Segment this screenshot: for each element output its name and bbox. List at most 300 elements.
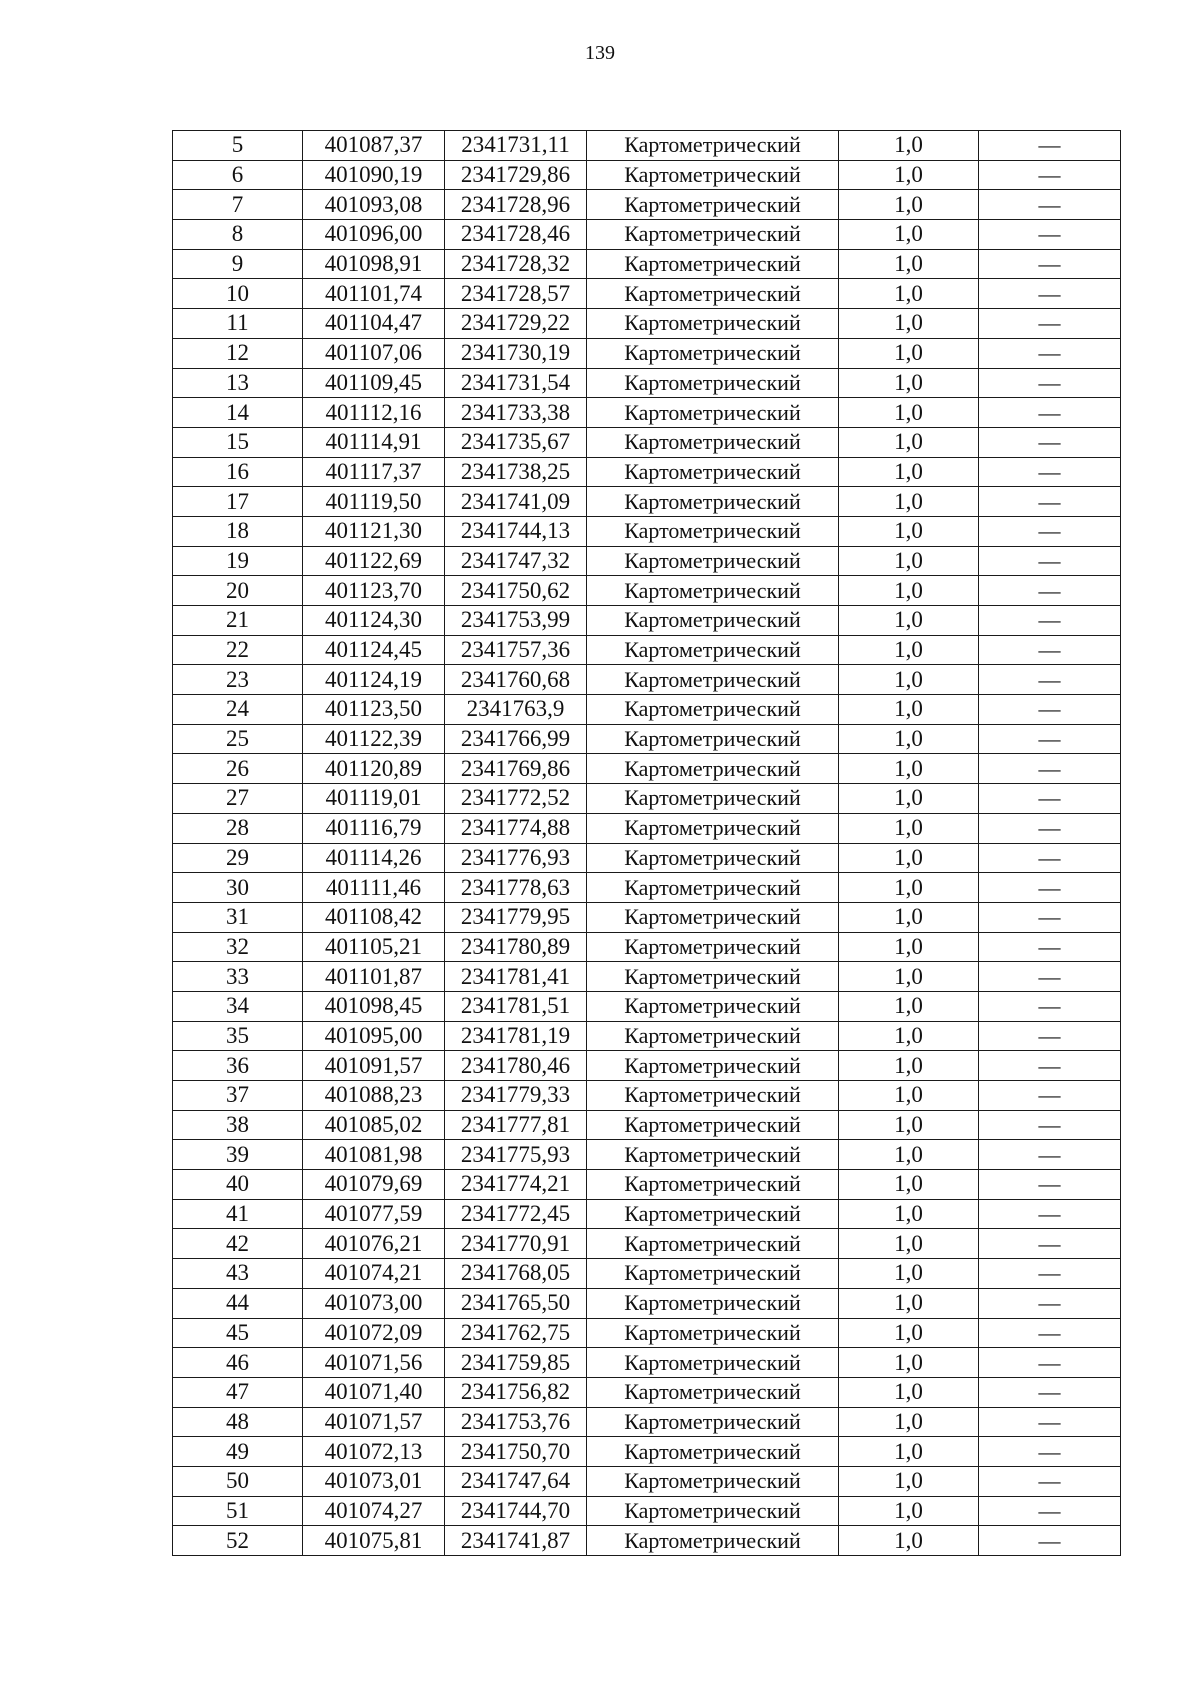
accuracy-cell: 1,0 [839, 1170, 979, 1200]
point-number-cell: 7 [173, 190, 303, 220]
method-cell: Картометрический [587, 131, 839, 161]
y-coordinate-cell: 2341778,63 [445, 873, 587, 903]
point-number-cell: 35 [173, 1021, 303, 1051]
x-coordinate-cell: 401076,21 [303, 1229, 445, 1259]
accuracy-cell: 1,0 [839, 487, 979, 517]
point-number-cell: 51 [173, 1496, 303, 1526]
x-coordinate-cell: 401119,01 [303, 784, 445, 814]
note-cell: — [979, 784, 1121, 814]
y-coordinate-cell: 2341765,50 [445, 1288, 587, 1318]
method-cell: Картометрический [587, 546, 839, 576]
note-cell: — [979, 1081, 1121, 1111]
accuracy-cell: 1,0 [839, 457, 979, 487]
x-coordinate-cell: 401074,21 [303, 1259, 445, 1289]
point-number-cell: 44 [173, 1288, 303, 1318]
note-cell: — [979, 962, 1121, 992]
point-number-cell: 49 [173, 1437, 303, 1467]
point-number-cell: 14 [173, 398, 303, 428]
note-cell: — [979, 131, 1121, 161]
accuracy-cell: 1,0 [839, 1110, 979, 1140]
note-cell: — [979, 160, 1121, 190]
table-row [173, 516, 1121, 546]
method-cell: Картометрический [587, 220, 839, 250]
x-coordinate-cell: 401088,23 [303, 1081, 445, 1111]
x-coordinate-cell: 401105,21 [303, 932, 445, 962]
x-coordinate-cell: 401098,45 [303, 991, 445, 1021]
note-cell: — [979, 1407, 1121, 1437]
y-coordinate-cell: 2341779,95 [445, 902, 587, 932]
method-cell: Картометрический [587, 279, 839, 309]
accuracy-cell: 1,0 [839, 784, 979, 814]
point-number-cell: 11 [173, 309, 303, 339]
y-coordinate-cell: 2341744,13 [445, 516, 587, 546]
x-coordinate-cell: 401098,91 [303, 249, 445, 279]
point-number-cell: 46 [173, 1348, 303, 1378]
y-coordinate-cell: 2341753,76 [445, 1407, 587, 1437]
table-row [173, 249, 1121, 279]
method-cell: Картометрический [587, 873, 839, 903]
note-cell: — [979, 1021, 1121, 1051]
method-cell: Картометрический [587, 932, 839, 962]
method-cell: Картометрический [587, 635, 839, 665]
x-coordinate-cell: 401079,69 [303, 1170, 445, 1200]
table-row [173, 635, 1121, 665]
table-row [173, 1407, 1121, 1437]
method-cell: Картометрический [587, 1466, 839, 1496]
method-cell: Картометрический [587, 398, 839, 428]
x-coordinate-cell: 401120,89 [303, 754, 445, 784]
accuracy-cell: 1,0 [839, 606, 979, 636]
y-coordinate-cell: 2341756,82 [445, 1377, 587, 1407]
y-coordinate-cell: 2341769,86 [445, 754, 587, 784]
y-coordinate-cell: 2341763,9 [445, 695, 587, 725]
method-cell: Картометрический [587, 1318, 839, 1348]
x-coordinate-cell: 401077,59 [303, 1199, 445, 1229]
method-cell: Картометрический [587, 457, 839, 487]
x-coordinate-cell: 401108,42 [303, 902, 445, 932]
note-cell: — [979, 1377, 1121, 1407]
accuracy-cell: 1,0 [839, 843, 979, 873]
x-coordinate-cell: 401073,01 [303, 1466, 445, 1496]
method-cell: Картометрический [587, 1170, 839, 1200]
table-row [173, 1526, 1121, 1556]
accuracy-cell: 1,0 [839, 1466, 979, 1496]
accuracy-cell: 1,0 [839, 516, 979, 546]
point-number-cell: 23 [173, 665, 303, 695]
accuracy-cell: 1,0 [839, 665, 979, 695]
table-row [173, 1259, 1121, 1289]
table-row [173, 932, 1121, 962]
method-cell: Картометрический [587, 1081, 839, 1111]
point-number-cell: 5 [173, 131, 303, 161]
note-cell: — [979, 427, 1121, 457]
table-row [173, 1229, 1121, 1259]
point-number-cell: 47 [173, 1377, 303, 1407]
point-number-cell: 22 [173, 635, 303, 665]
y-coordinate-cell: 2341731,11 [445, 131, 587, 161]
accuracy-cell: 1,0 [839, 1199, 979, 1229]
accuracy-cell: 1,0 [839, 1377, 979, 1407]
method-cell: Картометрический [587, 1021, 839, 1051]
accuracy-cell: 1,0 [839, 754, 979, 784]
note-cell: — [979, 1466, 1121, 1496]
table-row [173, 962, 1121, 992]
y-coordinate-cell: 2341747,32 [445, 546, 587, 576]
method-cell: Картометрический [587, 1288, 839, 1318]
note-cell: — [979, 190, 1121, 220]
method-cell: Картометрический [587, 606, 839, 636]
method-cell: Картометрический [587, 1051, 839, 1081]
y-coordinate-cell: 2341780,89 [445, 932, 587, 962]
table-row [173, 427, 1121, 457]
x-coordinate-cell: 401071,56 [303, 1348, 445, 1378]
accuracy-cell: 1,0 [839, 279, 979, 309]
point-number-cell: 20 [173, 576, 303, 606]
point-number-cell: 6 [173, 160, 303, 190]
y-coordinate-cell: 2341728,46 [445, 220, 587, 250]
x-coordinate-cell: 401096,00 [303, 220, 445, 250]
point-number-cell: 8 [173, 220, 303, 250]
y-coordinate-cell: 2341768,05 [445, 1259, 587, 1289]
x-coordinate-cell: 401072,09 [303, 1318, 445, 1348]
x-coordinate-cell: 401085,02 [303, 1110, 445, 1140]
accuracy-cell: 1,0 [839, 813, 979, 843]
y-coordinate-cell: 2341759,85 [445, 1348, 587, 1378]
method-cell: Картометрический [587, 427, 839, 457]
point-number-cell: 32 [173, 932, 303, 962]
point-number-cell: 42 [173, 1229, 303, 1259]
y-coordinate-cell: 2341760,68 [445, 665, 587, 695]
note-cell: — [979, 902, 1121, 932]
point-number-cell: 21 [173, 606, 303, 636]
method-cell: Картометрический [587, 1229, 839, 1259]
x-coordinate-cell: 401093,08 [303, 190, 445, 220]
method-cell: Картометрический [587, 309, 839, 339]
table-row [173, 843, 1121, 873]
table-row [173, 398, 1121, 428]
point-number-cell: 25 [173, 724, 303, 754]
point-number-cell: 16 [173, 457, 303, 487]
x-coordinate-cell: 401122,39 [303, 724, 445, 754]
point-number-cell: 12 [173, 338, 303, 368]
note-cell: — [979, 279, 1121, 309]
note-cell: — [979, 487, 1121, 517]
method-cell: Картометрический [587, 1199, 839, 1229]
y-coordinate-cell: 2341776,93 [445, 843, 587, 873]
y-coordinate-cell: 2341741,87 [445, 1526, 587, 1556]
y-coordinate-cell: 2341750,62 [445, 576, 587, 606]
method-cell: Картометрический [587, 249, 839, 279]
note-cell: — [979, 1496, 1121, 1526]
x-coordinate-cell: 401122,69 [303, 546, 445, 576]
accuracy-cell: 1,0 [839, 1437, 979, 1467]
accuracy-cell: 1,0 [839, 190, 979, 220]
note-cell: — [979, 516, 1121, 546]
method-cell: Картометрический [587, 338, 839, 368]
point-number-cell: 17 [173, 487, 303, 517]
method-cell: Картометрический [587, 813, 839, 843]
accuracy-cell: 1,0 [839, 309, 979, 339]
x-coordinate-cell: 401101,74 [303, 279, 445, 309]
x-coordinate-cell: 401090,19 [303, 160, 445, 190]
x-coordinate-cell: 401124,30 [303, 606, 445, 636]
table-row [173, 190, 1121, 220]
x-coordinate-cell: 401095,00 [303, 1021, 445, 1051]
table-row [173, 784, 1121, 814]
y-coordinate-cell: 2341772,52 [445, 784, 587, 814]
x-coordinate-cell: 401109,45 [303, 368, 445, 398]
point-number-cell: 43 [173, 1259, 303, 1289]
table-row [173, 487, 1121, 517]
accuracy-cell: 1,0 [839, 1259, 979, 1289]
note-cell: — [979, 1526, 1121, 1556]
y-coordinate-cell: 2341730,19 [445, 338, 587, 368]
point-number-cell: 19 [173, 546, 303, 576]
y-coordinate-cell: 2341781,41 [445, 962, 587, 992]
accuracy-cell: 1,0 [839, 724, 979, 754]
note-cell: — [979, 1229, 1121, 1259]
table-row [173, 1051, 1121, 1081]
table-row [173, 338, 1121, 368]
y-coordinate-cell: 2341744,70 [445, 1496, 587, 1526]
y-coordinate-cell: 2341779,33 [445, 1081, 587, 1111]
table-row [173, 695, 1121, 725]
table-row [173, 220, 1121, 250]
x-coordinate-cell: 401072,13 [303, 1437, 445, 1467]
accuracy-cell: 1,0 [839, 220, 979, 250]
point-number-cell: 15 [173, 427, 303, 457]
x-coordinate-cell: 401121,30 [303, 516, 445, 546]
x-coordinate-cell: 401071,57 [303, 1407, 445, 1437]
accuracy-cell: 1,0 [839, 1288, 979, 1318]
table-row [173, 131, 1121, 161]
point-number-cell: 50 [173, 1466, 303, 1496]
page-number: 139 [585, 42, 615, 64]
table-row [173, 1437, 1121, 1467]
y-coordinate-cell: 2341738,25 [445, 457, 587, 487]
method-cell: Картометрический [587, 516, 839, 546]
note-cell: — [979, 1199, 1121, 1229]
y-coordinate-cell: 2341780,46 [445, 1051, 587, 1081]
note-cell: — [979, 991, 1121, 1021]
point-number-cell: 40 [173, 1170, 303, 1200]
table-row [173, 1081, 1121, 1111]
y-coordinate-cell: 2341774,21 [445, 1170, 587, 1200]
method-cell: Картометрический [587, 1496, 839, 1526]
method-cell: Картометрический [587, 487, 839, 517]
point-number-cell: 31 [173, 902, 303, 932]
method-cell: Картометрический [587, 991, 839, 1021]
accuracy-cell: 1,0 [839, 932, 979, 962]
table-row [173, 368, 1121, 398]
note-cell: — [979, 309, 1121, 339]
note-cell: — [979, 398, 1121, 428]
note-cell: — [979, 1437, 1121, 1467]
point-number-cell: 18 [173, 516, 303, 546]
x-coordinate-cell: 401111,46 [303, 873, 445, 903]
note-cell: — [979, 1259, 1121, 1289]
y-coordinate-cell: 2341750,70 [445, 1437, 587, 1467]
accuracy-cell: 1,0 [839, 1526, 979, 1556]
table-row [173, 309, 1121, 339]
accuracy-cell: 1,0 [839, 160, 979, 190]
table-row [173, 457, 1121, 487]
accuracy-cell: 1,0 [839, 398, 979, 428]
point-number-cell: 9 [173, 249, 303, 279]
y-coordinate-cell: 2341774,88 [445, 813, 587, 843]
method-cell: Картометрический [587, 576, 839, 606]
x-coordinate-cell: 401124,19 [303, 665, 445, 695]
method-cell: Картометрический [587, 1140, 839, 1170]
y-coordinate-cell: 2341731,54 [445, 368, 587, 398]
method-cell: Картометрический [587, 665, 839, 695]
x-coordinate-cell: 401075,81 [303, 1526, 445, 1556]
method-cell: Картометрический [587, 1407, 839, 1437]
note-cell: — [979, 1170, 1121, 1200]
table-row [173, 1377, 1121, 1407]
point-number-cell: 27 [173, 784, 303, 814]
accuracy-cell: 1,0 [839, 1229, 979, 1259]
point-number-cell: 29 [173, 843, 303, 873]
x-coordinate-cell: 401101,87 [303, 962, 445, 992]
y-coordinate-cell: 2341741,09 [445, 487, 587, 517]
accuracy-cell: 1,0 [839, 249, 979, 279]
y-coordinate-cell: 2341728,57 [445, 279, 587, 309]
accuracy-cell: 1,0 [839, 1081, 979, 1111]
note-cell: — [979, 724, 1121, 754]
accuracy-cell: 1,0 [839, 1496, 979, 1526]
y-coordinate-cell: 2341781,19 [445, 1021, 587, 1051]
table-row [173, 576, 1121, 606]
method-cell: Картометрический [587, 754, 839, 784]
x-coordinate-cell: 401114,26 [303, 843, 445, 873]
method-cell: Картометрический [587, 962, 839, 992]
y-coordinate-cell: 2341729,22 [445, 309, 587, 339]
y-coordinate-cell: 2341770,91 [445, 1229, 587, 1259]
note-cell: — [979, 368, 1121, 398]
x-coordinate-cell: 401087,37 [303, 131, 445, 161]
x-coordinate-cell: 401112,16 [303, 398, 445, 428]
note-cell: — [979, 932, 1121, 962]
method-cell: Картометрический [587, 1348, 839, 1378]
table-row [173, 754, 1121, 784]
accuracy-cell: 1,0 [839, 635, 979, 665]
x-coordinate-cell: 401119,50 [303, 487, 445, 517]
accuracy-cell: 1,0 [839, 368, 979, 398]
point-number-cell: 52 [173, 1526, 303, 1556]
table-row [173, 606, 1121, 636]
note-cell: — [979, 338, 1121, 368]
table-row [173, 1466, 1121, 1496]
y-coordinate-cell: 2341762,75 [445, 1318, 587, 1348]
note-cell: — [979, 576, 1121, 606]
coordinates-table [172, 130, 1121, 1556]
accuracy-cell: 1,0 [839, 1051, 979, 1081]
x-coordinate-cell: 401091,57 [303, 1051, 445, 1081]
table-body [173, 131, 1121, 1556]
method-cell: Картометрический [587, 1377, 839, 1407]
point-number-cell: 13 [173, 368, 303, 398]
x-coordinate-cell: 401107,06 [303, 338, 445, 368]
accuracy-cell: 1,0 [839, 902, 979, 932]
method-cell: Картометрический [587, 190, 839, 220]
point-number-cell: 30 [173, 873, 303, 903]
table-row [173, 665, 1121, 695]
y-coordinate-cell: 2341757,36 [445, 635, 587, 665]
table-row [173, 1348, 1121, 1378]
table-row [173, 1140, 1121, 1170]
method-cell: Картометрический [587, 1259, 839, 1289]
y-coordinate-cell: 2341766,99 [445, 724, 587, 754]
x-coordinate-cell: 401114,91 [303, 427, 445, 457]
x-coordinate-cell: 401124,45 [303, 635, 445, 665]
method-cell: Картометрический [587, 1526, 839, 1556]
point-number-cell: 10 [173, 279, 303, 309]
method-cell: Картометрический [587, 843, 839, 873]
note-cell: — [979, 1318, 1121, 1348]
y-coordinate-cell: 2341777,81 [445, 1110, 587, 1140]
point-number-cell: 41 [173, 1199, 303, 1229]
table-row [173, 1496, 1121, 1526]
x-coordinate-cell: 401074,27 [303, 1496, 445, 1526]
y-coordinate-cell: 2341729,86 [445, 160, 587, 190]
note-cell: — [979, 665, 1121, 695]
table-row [173, 902, 1121, 932]
point-number-cell: 37 [173, 1081, 303, 1111]
x-coordinate-cell: 401071,40 [303, 1377, 445, 1407]
accuracy-cell: 1,0 [839, 1348, 979, 1378]
method-cell: Картометрический [587, 1110, 839, 1140]
table-row [173, 724, 1121, 754]
accuracy-cell: 1,0 [839, 338, 979, 368]
accuracy-cell: 1,0 [839, 427, 979, 457]
note-cell: — [979, 695, 1121, 725]
note-cell: — [979, 457, 1121, 487]
method-cell: Картометрический [587, 1437, 839, 1467]
accuracy-cell: 1,0 [839, 1407, 979, 1437]
point-number-cell: 39 [173, 1140, 303, 1170]
point-number-cell: 36 [173, 1051, 303, 1081]
method-cell: Картометрический [587, 695, 839, 725]
table-row [173, 1170, 1121, 1200]
y-coordinate-cell: 2341781,51 [445, 991, 587, 1021]
note-cell: — [979, 843, 1121, 873]
point-number-cell: 26 [173, 754, 303, 784]
table-row [173, 1318, 1121, 1348]
note-cell: — [979, 546, 1121, 576]
x-coordinate-cell: 401117,37 [303, 457, 445, 487]
accuracy-cell: 1,0 [839, 1021, 979, 1051]
point-number-cell: 34 [173, 991, 303, 1021]
table-row [173, 546, 1121, 576]
accuracy-cell: 1,0 [839, 991, 979, 1021]
note-cell: — [979, 873, 1121, 903]
y-coordinate-cell: 2341735,67 [445, 427, 587, 457]
y-coordinate-cell: 2341775,93 [445, 1140, 587, 1170]
x-coordinate-cell: 401081,98 [303, 1140, 445, 1170]
note-cell: — [979, 754, 1121, 784]
accuracy-cell: 1,0 [839, 131, 979, 161]
method-cell: Картометрический [587, 784, 839, 814]
x-coordinate-cell: 401123,70 [303, 576, 445, 606]
point-number-cell: 38 [173, 1110, 303, 1140]
table-row [173, 1288, 1121, 1318]
method-cell: Картометрический [587, 902, 839, 932]
note-cell: — [979, 606, 1121, 636]
method-cell: Картометрический [587, 368, 839, 398]
table-row [173, 873, 1121, 903]
note-cell: — [979, 1051, 1121, 1081]
